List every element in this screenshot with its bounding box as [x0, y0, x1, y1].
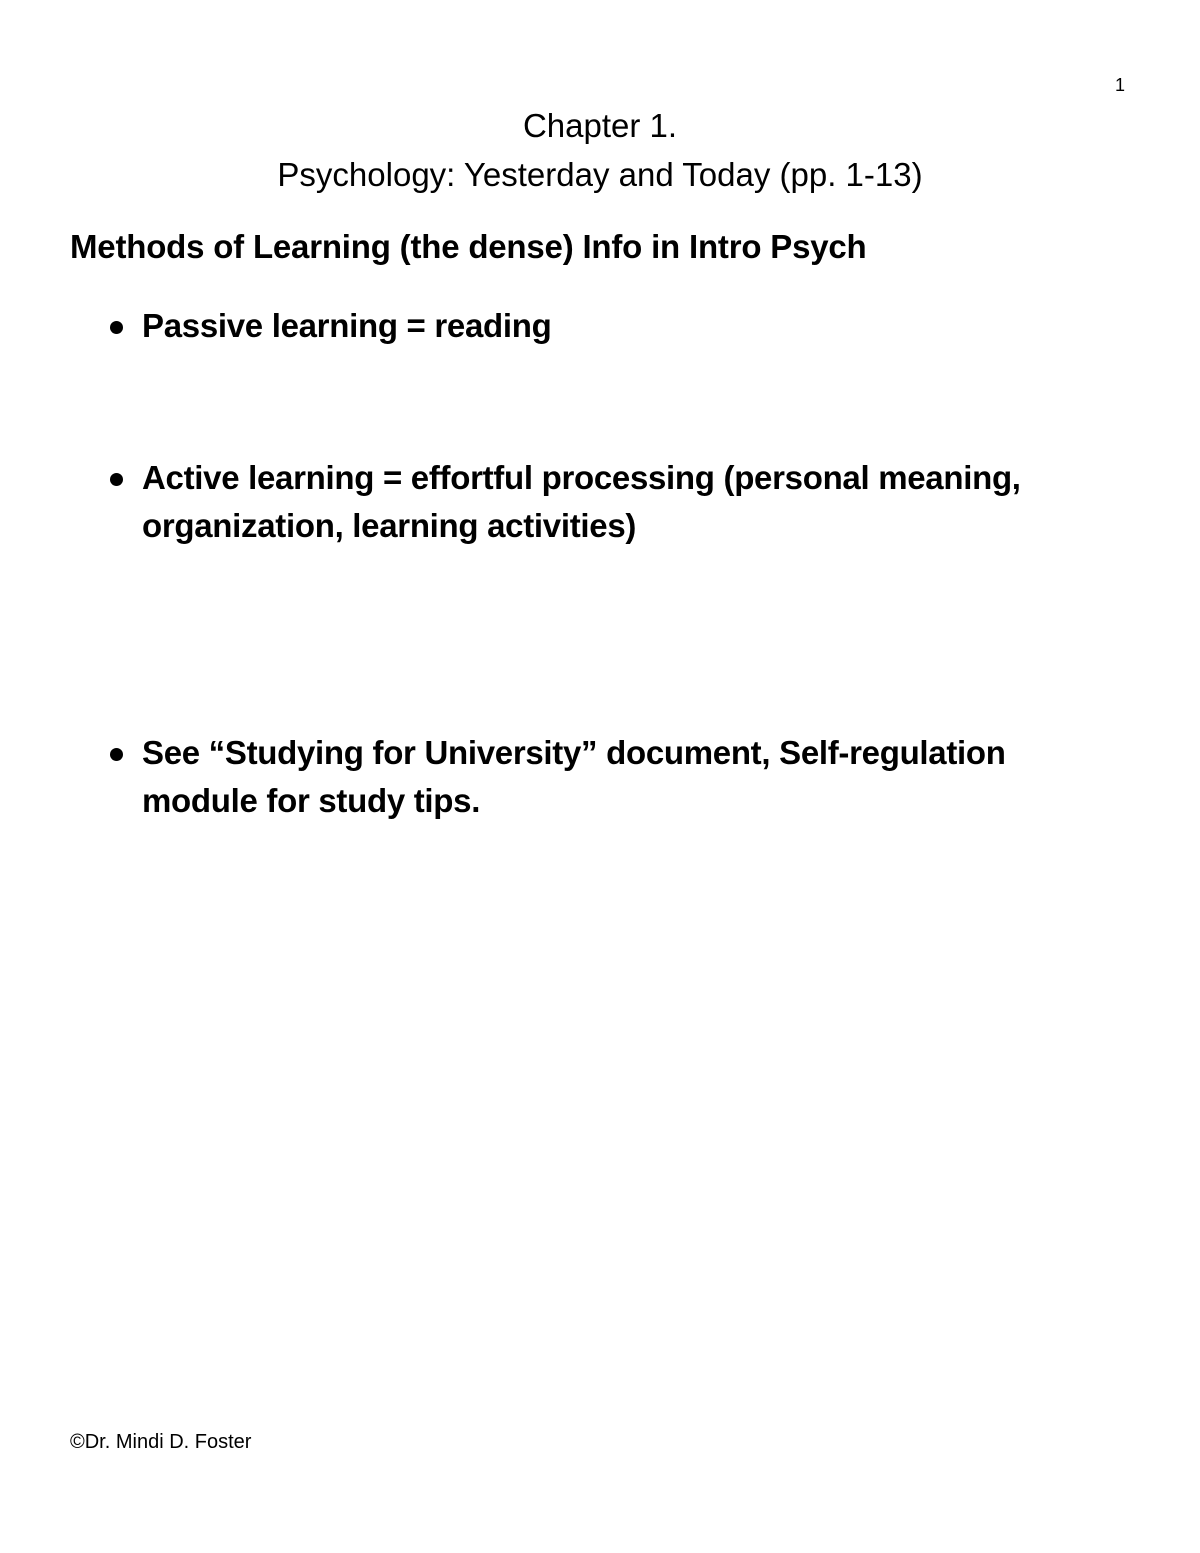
section-heading: Methods of Learning (the dense) Info in Intro Psych: [70, 228, 867, 265]
chapter-title: Chapter 1.: [522, 107, 678, 144]
bullet-icon: [110, 473, 123, 486]
bullet-text: Active learning = effortful processing (personal meaning, organization, learning activities): [142, 459, 1021, 544]
page-number: 1: [1114, 75, 1125, 95]
bullet-icon: [110, 748, 123, 761]
bullet-icon: [110, 321, 123, 334]
bullet-text: Passive learning = reading: [142, 307, 552, 344]
chapter-subtitle: Psychology: Yesterday and Today (pp. 1-13): [277, 156, 923, 193]
bullet-text: See “Studying for University” document, Self-regulation module for study tips.: [142, 734, 1006, 819]
copyright-footer: ©Dr. Mindi D. Foster: [70, 1431, 252, 1453]
